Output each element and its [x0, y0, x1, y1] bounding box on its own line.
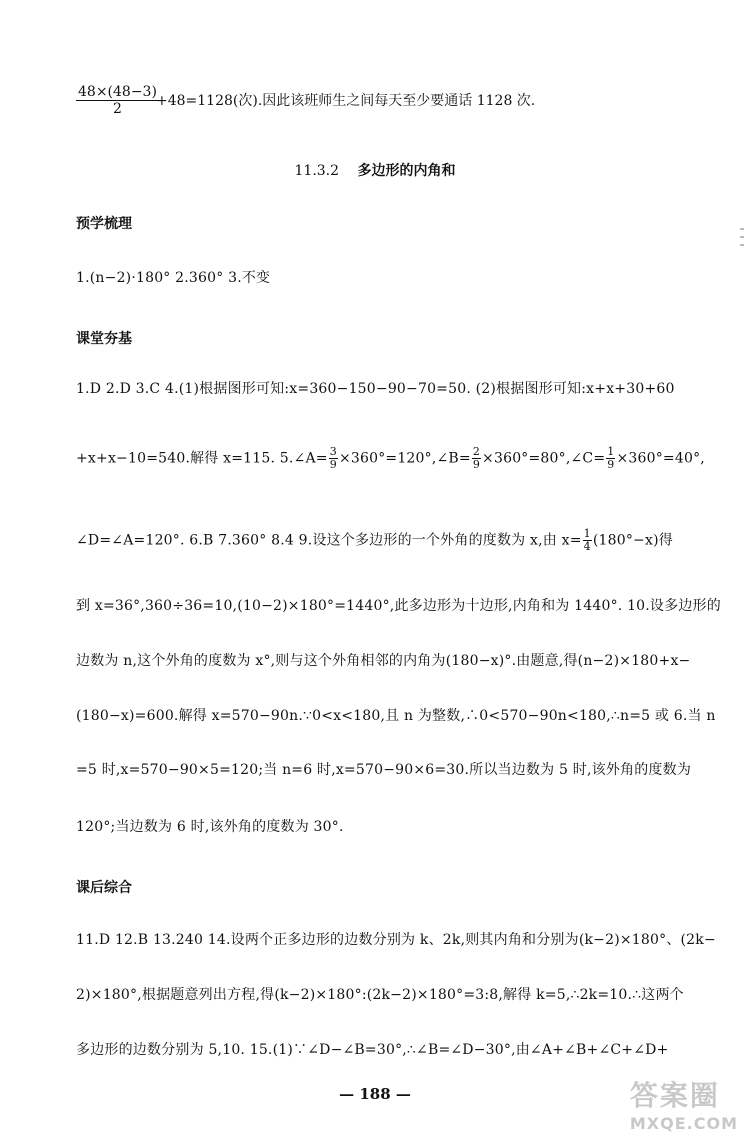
text-segment: ×360°=120°,∠B=: [338, 450, 471, 467]
text-line: 到 x=36°,360÷36=10,(10−2)×180°=1440°,此多边形为十边形,内角和为 1440°. 10.设多边形的: [76, 598, 721, 614]
fraction: [472, 446, 481, 471]
text-segment: ×360°=40°,: [616, 450, 705, 467]
text-line: +48=1128(次).因此该班师生之间每天至少要通话 1128 次.: [156, 93, 536, 109]
text-line: 1.(n−2)·180° 2.360° 3.不变: [76, 270, 271, 286]
watermark-logo: [630, 1074, 738, 1133]
text-segment: (180°−x)得: [592, 532, 673, 549]
section-title: [0, 160, 750, 180]
scan-edge-marks: [740, 222, 746, 266]
heading-preview: 预学梳理: [76, 216, 132, 232]
text-line: =5 时,x=570−90×5=120;当 n=6 时,x=570−90×6=30.所以当边数为 5 时,该外角的度数为: [76, 762, 692, 778]
text-line: 多边形的边数分别为 5,10. 15.(1)∵∠D−∠B=30°,∴∠B=∠D−30°,由∠A+∠B+∠C+∠D+: [76, 1042, 669, 1058]
text-segment: +x+x−10=540.解得 x=115. 5.∠A=: [76, 450, 328, 467]
watermark-bottom: MXQE.COM: [629, 1114, 738, 1133]
page-number: — 188 —: [339, 1085, 411, 1103]
text-segment: ×360°=80°,∠C=: [482, 450, 606, 467]
text-line: 11.D 12.B 13.240 14.设两个正多边形的边数分别为 k、2k,则其内角和分别为(k−2)×180°、(2k−: [76, 932, 716, 948]
text-line-with-fractions: [76, 445, 705, 471]
text-line-with-fractions: [76, 528, 686, 553]
fraction-denominator: 4: [583, 540, 591, 553]
text-line: 1.D 2.D 3.C 4.(1)根据图形可知:x=360−150−90−70=50. (2)根据图形可知:x+x+30+60: [76, 381, 675, 397]
fraction-numerator: 1: [607, 445, 615, 458]
fraction-denominator: 9: [607, 458, 615, 471]
fraction-numerator: 3: [329, 445, 337, 458]
fraction: [329, 446, 338, 471]
section-number: 11.3.2: [294, 163, 340, 179]
heading-classwork: 课堂夯基: [76, 331, 132, 347]
watermark-top: 答案圈: [629, 1079, 720, 1112]
fraction-numerator: 2: [472, 445, 481, 458]
fraction-numerator: 48×(48−3): [78, 84, 157, 100]
fraction: [583, 528, 592, 553]
text-line: 边数为 n,这个外角的度数为 x°,则与这个外角相邻的内角为(180−x)°.由题意,得(n−2)×180+x−: [76, 653, 691, 669]
section-name: 多边形的内角和: [357, 163, 456, 179]
fraction: [76, 84, 159, 117]
fraction-denominator: 9: [329, 458, 337, 471]
text-line: 2)×180°,根据题意列出方程,得(k−2)×180°:(2k−2)×180°=3:8,解得 k=5,∴2k=10.∴这两个: [76, 987, 684, 1003]
text-line: (180−x)=600.解得 x=570−90n.∵0<x<180,且 n 为整数,∴0<570−90n<180,∴n=5 或 6.当 n: [76, 708, 716, 724]
fraction: [606, 446, 615, 471]
fraction-denominator: 2: [113, 101, 122, 117]
heading-afterclass: 课后综合: [76, 880, 132, 896]
fraction-numerator: 1: [583, 527, 591, 540]
text-line: 120°;当边数为 6 时,该外角的度数为 30°.: [76, 819, 344, 835]
text-segment: ∠D=∠A=120°. 6.B 7.360° 8.4 9.设这个多边形的一个外角的度数为 x,由 x=: [76, 532, 582, 549]
fraction-denominator: 9: [472, 458, 481, 471]
